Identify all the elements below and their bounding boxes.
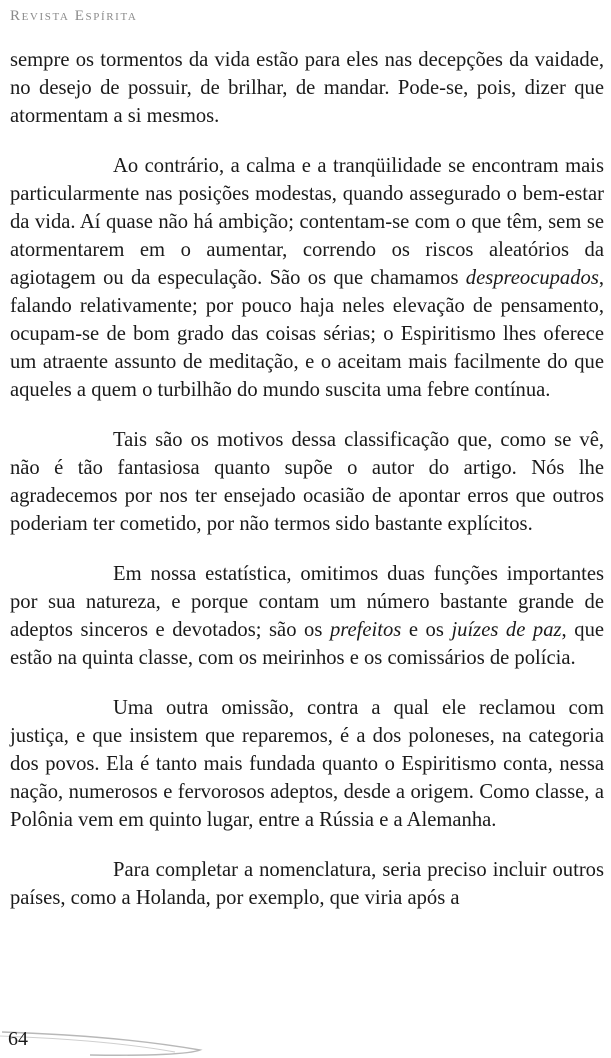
- paragraph-text: e os: [401, 619, 452, 641]
- footer-swoosh-ornament: [0, 1024, 240, 1058]
- page-number: 64: [8, 1028, 28, 1050]
- paragraph-text: Ao contrário, a calma e a tranqüilidade se encontram mais particularmente nas posições modestas, quando assegurado o bem-estar da vida. Aí quase não há ambição; contentam-se com o que têm, sem se atormentarem em o aumentar, correndo os riscos aleatórios da agiotagem ou da especulação. São os que chamamos: [10, 155, 604, 289]
- italic-term-prefeitos: prefeitos: [329, 619, 402, 641]
- page-body: [10, 46, 604, 912]
- italic-term-juizes-de-paz: juízes de paz: [451, 619, 562, 641]
- paragraph-calma: [10, 152, 604, 404]
- paragraph-continuation: [10, 46, 604, 130]
- paragraph-text: sempre os tormentos da vida estão para eles nas decepções da vaidade, no desejo de possuir, de brilhar, de mandar. Pode-se, pois, dizer que atormentam a si mesmos.: [10, 49, 604, 127]
- paragraph-nomenclatura: [10, 856, 604, 912]
- italic-term-despreocupados: despreocupados: [465, 267, 599, 289]
- paragraph-estatistica: [10, 560, 604, 672]
- running-head: Revista Espírita: [10, 8, 138, 24]
- paragraph-text: Para completar a nomenclatura, seria preciso incluir outros países, como a Holanda, por exemplo, que viria após a: [10, 859, 604, 909]
- paragraph-text: , falando relativamente; por pouco haja neles elevação de pensamento, ocupam-se de bom grado das coisas sérias; o Espiritismo lhes oferece um atraente assunto de meditação, e o aceitam mais facilmente do que aqueles a quem o turbilhão do mundo suscita uma febre contínua.: [10, 267, 604, 401]
- paragraph-omissao: [10, 694, 604, 834]
- paragraph-text: Uma outra omissão, contra a qual ele reclamou com justiça, e que insistem que reparemos, é a dos poloneses, na categoria dos povos. Ela é tanto mais fundada quanto o Espiritismo conta, nessa nação, numerosos e fervorosos adeptos, desde a origem. Como classe, a Polônia vem em quinto lugar, entre a Rússia e a Alemanha.: [10, 697, 604, 831]
- paragraph-motivos: [10, 426, 604, 538]
- paragraph-text: Em nossa estatística, omitimos duas funções importantes por sua natureza, e porque contam um número bastante grande de adeptos sinceros e devotados; são os: [10, 563, 604, 641]
- paragraph-text: , que estão na quinta classe, com os meirinhos e os comissários de polícia.: [10, 619, 604, 669]
- paragraph-text: Tais são os motivos dessa classificação que, como se vê, não é tão fantasiosa quanto supõe o autor do artigo. Nós lhe agradecemos por nos ter ensejado ocasião de apontar erros que outros poderiam ter cometido, por não termos sido bastante explícitos.: [10, 429, 604, 535]
